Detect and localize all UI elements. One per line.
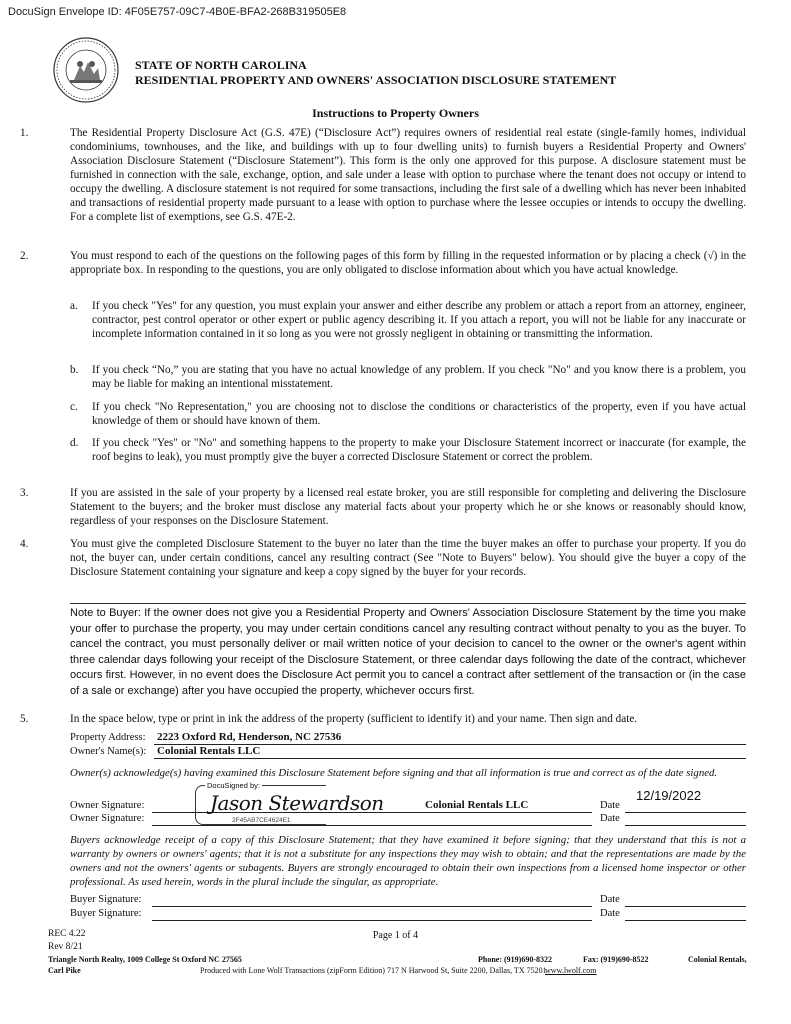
producer-info: Produced with Lone Wolf Transactions (zipForm Edition) 717 N Harwood St, Suite 2200, Dallas, TX 75201 (200, 966, 547, 975)
instruction-item: In the space below, type or print in ink the address of the property (sufficient to identify it) and your name. Then sign and date. (70, 713, 638, 725)
owner-signature-label: Owner Signature: (70, 800, 145, 811)
owner-names-field[interactable]: Colonial Rentals LLC (157, 745, 261, 757)
note-to-buyer: Note to Buyer: If the owner does not give you a Residential Property and Owners' Association Disclosure Statement by the time you make your offer to purchase the property, you may under certain conditions cancel any resulting contract without penalty to you as the buyer. To cancel the contract, you must personally deliver or mail written notice of your decision to cancel to the owner or the owner's agent within three calendar days following your receipt of the Disclosure Statement, or three calendar days following the date of the contract, whichever occurs first. However, in no event does the Disclosure Act permit you to cancel a contract after settlement of the transaction or (in the case of a sale or exchange) after you have occupied the property, whichever occurs first. (70, 603, 746, 699)
client-name: Colonial Rentals, (688, 955, 747, 964)
buyer-signature-label: Buyer Signature: (70, 894, 142, 905)
brokerage-info: Triangle North Realty, 1009 College St Oxford NC 27565 (48, 955, 242, 964)
owner-signature-label-2: Owner Signature: (70, 813, 145, 824)
owner-signature-line-2 (152, 825, 592, 826)
buyer-acknowledgement: Buyers acknowledge receipt of a copy of this Disclosure Statement; that they have examined it before signing; that they understand that this is not a warranty by owners or owners' agents; that it is not a substitute for any inspections they may wish to obtain; and that the representations are made by the owners and not the owners' agents or subagents. Buyers are strongly encouraged to obtain their own inspections from a licensed home inspector or other professional. As used herein, words in the plural include the singular, as appropriate. (70, 834, 746, 888)
state-title: STATE OF NORTH CAROLINA (135, 58, 307, 72)
buyer-date-line[interactable] (625, 906, 746, 907)
nc-state-seal-icon (52, 36, 120, 104)
instruction-subitem: If you check "Yes" for any question, you must explain your answer and either describe any problem or attach a report from an attorney, engineer, contractor, pest control operator or other expert or public agency describing it. If you attach a report, you will not be liable for any inaccurate or incomplete information contained in it so long as you were not grossly negligent in obtaining or transmitting the information. (92, 300, 746, 340)
docusign-envelope-id: DocuSign Envelope ID: 4F05E757-09C7-4B0E-BFA2-268B319505E8 (8, 6, 347, 18)
buyer-signature-line[interactable] (152, 906, 592, 907)
form-revision: Rev 8/21 (48, 942, 83, 952)
item-number: 1. (20, 127, 29, 139)
buyer-signature-label-2: Buyer Signature: (70, 908, 142, 919)
agent-name: Carl Pike (48, 966, 81, 975)
owner-company: Colonial Rentals LLC (425, 799, 529, 811)
brokerage-phone: Phone: (919)690-8322 (478, 955, 552, 964)
owner-names-line (154, 758, 746, 759)
form-code: REC 4.22 (48, 929, 86, 939)
buyer-date-line-2[interactable] (625, 920, 746, 921)
owner-date-line (625, 812, 746, 813)
page-number: Page 1 of 4 (372, 930, 419, 941)
instruction-subitem: If you check "No Representation," you are choosing not to disclose the conditions or characteristics of the property, even if you have actual knowledge of them or should have known of them. (92, 401, 746, 427)
date-label-2: Date (600, 813, 620, 824)
owner-date-value[interactable]: 12/19/2022 (636, 788, 702, 803)
item-number: 3. (20, 487, 29, 499)
item-number: 4. (20, 538, 29, 550)
instruction-subitem: If you check "Yes" or "No" and something happens to the property to make your Disclosure Statement incorrect or inaccurate (for example, the roof begins to leak), you must promptly give the buyer a corrected Disclosure Statement or correct the problem. (92, 437, 746, 463)
date-label: Date (600, 800, 620, 811)
buyer-signature-line-2[interactable] (152, 920, 592, 921)
docusigned-by-label: DocuSigned by: (207, 781, 260, 790)
subitem-letter: b. (70, 364, 79, 376)
instruction-subitem: If you check “No,” you are stating that you have no actual knowledge of any problem. If you check "No" and you know there is a problem, you may be liable for making an intentional misstatement. (92, 364, 746, 390)
subitem-letter: c. (70, 401, 78, 413)
item-number: 2. (20, 250, 29, 262)
property-address-label: Property Address: (70, 732, 146, 743)
property-address-field[interactable]: 2223 Oxford Rd, Henderson, NC 27536 (157, 731, 342, 743)
date-label-3: Date (600, 894, 620, 905)
item-number: 5. (20, 713, 29, 725)
instructions-title: Instructions to Property Owners (312, 106, 479, 120)
docusign-signer-id: 2F45AB7CE4624E1 (232, 817, 291, 824)
instruction-item: If you are assisted in the sale of your property by a licensed real estate broker, you are still responsible for completing and delivering the Disclosure Statement to the buyers; and the broker must disclose any material facts about your property which he or she knows or reasonably should know, regardless of your responses on the Disclosure Statement. (70, 487, 746, 527)
owner-date-line-2 (625, 825, 746, 826)
date-label-4: Date (600, 908, 620, 919)
instruction-item: The Residential Property Disclosure Act (G.S. 47E) (“Disclosure Act”) requires owners of residential real estate (single-family homes, individual condominiums, townhouses, and the like, and buildings with up to four dwelling units) to furnish buyers a Residential Property and Owners' Association Disclosure Statement (“Disclosure Statement”). This form is the only one approved for this purpose. A disclosure statement must be furnished in connection with the sale, exchange, option, and sale under a lease with option to purchase where the tenant does not occupy or intend to occupy the dwelling. A disclosure statement is not required for some transactions, including the first sale of a dwelling which has never been inhabited and transactions of residential property made pursuant to a lease with option to purchase where the lessee occupies or intends to occupy the dwelling. For a complete list of exemptions, see G.S. 47E-2. (70, 127, 746, 223)
instruction-item: You must give the completed Disclosure Statement to the buyer no later than the time the buyer makes an offer to purchase your property. If you do not, the buyer can, under certain conditions, cancel any resulting contract (See "Note to Buyers" below). You should give the buyer a copy of the Disclosure Statement containing your signature and keep a copy signed by the buyer for your records. (70, 538, 746, 578)
website-link[interactable]: www.lwolf.com (545, 966, 597, 975)
owner-names-label: Owner's Name(s): (70, 746, 147, 757)
owner-signature: Jason Stewardson (210, 791, 384, 815)
subitem-letter: a. (70, 300, 78, 312)
owner-acknowledgement: Owner(s) acknowledge(s) having examined this Disclosure Statement before signing and that all information is true and correct as of the date signed. (70, 767, 718, 779)
form-title: RESIDENTIAL PROPERTY AND OWNERS' ASSOCIATION DISCLOSURE STATEMENT (135, 73, 617, 87)
brokerage-fax: Fax: (919)690-8522 (583, 955, 649, 964)
subitem-letter: d. (70, 437, 79, 449)
instruction-item: You must respond to each of the questions on the following pages of this form by filling in the requested information or by placing a check (√) in the appropriate box. In responding to the questions, you are only obligated to disclose information about which you have actual knowledge. (70, 250, 746, 276)
